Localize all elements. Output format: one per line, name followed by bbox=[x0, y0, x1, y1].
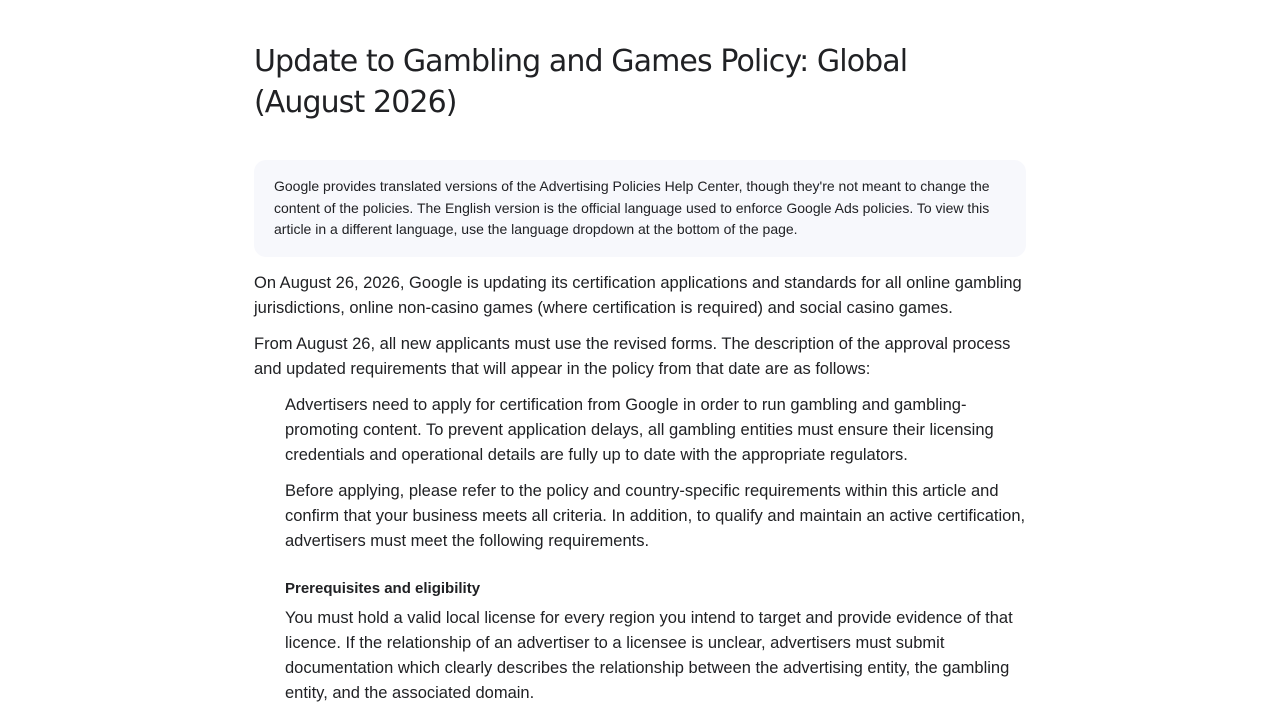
certification-paragraph: Advertisers need to apply for certification from Google in order to run gambling and gambling-promoting content. To prevent application delays, all gambling entities must ensure their licensing credentials and operational details are fully up to date with the appropriate regulators. bbox=[285, 395, 994, 464]
requirements-paragraph: Before applying, please refer to the policy and country-specific requirements within this article and confirm that your business meets all criteria. In addition, to qualify and maintain an active certification, advertisers must meet the following requirements. bbox=[285, 481, 1026, 550]
eligibility-heading: Prerequisites and eligibility bbox=[285, 579, 481, 597]
forms-paragraph: From August 26, all new applicants must use the revised forms. The description of the approval process and updated requirements that will appear in the policy from that date are as follows: bbox=[254, 334, 1011, 378]
intro-paragraph: On August 26, 2026, Google is updating its certification applications and standards for all online gambling jurisdictions, online non-casino games (where certification is required) and social casino games. bbox=[254, 273, 1022, 317]
page-title: Update to Gambling and Games Policy: Global (August 2026) bbox=[254, 44, 908, 120]
article bbox=[254, 0, 1026, 706]
policy-excerpt bbox=[285, 393, 1026, 706]
translation-notice bbox=[254, 160, 1026, 257]
eligibility-paragraph: You must hold a valid local license for every region you intend to target and provide evidence of that licence. If the relationship of an advertiser to a licensee is unclear, advertisers must submit documentation which clearly describes the relationship between the advertising entity, the gambling entity, and the associated domain. bbox=[285, 608, 1013, 702]
translation-notice-text: Google provides translated versions of the Advertising Policies Help Center, though they're not meant to change the content of the policies. The English version is the official language used to enforce Google Ads policies. To view this article in a different language, use the language dropdown at the bottom of the page. bbox=[274, 178, 990, 237]
